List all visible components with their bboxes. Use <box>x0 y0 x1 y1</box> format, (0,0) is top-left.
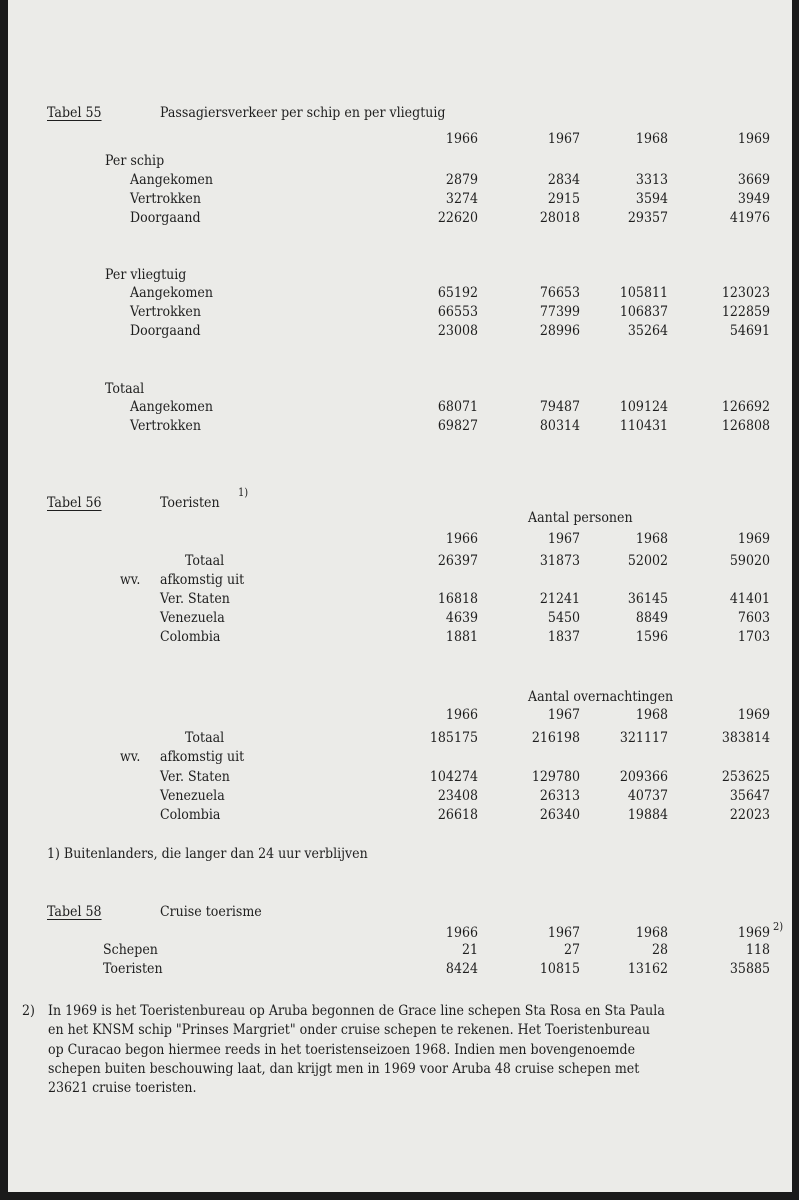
row-label: Aangekomen <box>130 285 213 301</box>
t56-total-value: 59020 <box>729 553 770 569</box>
t55-value: 3949 <box>737 191 770 207</box>
table-title: Passagiersverkeer per schip en per vliegtuig <box>160 105 446 121</box>
t55-value: 2834 <box>547 172 580 188</box>
footnote-marker: 1) <box>238 486 249 499</box>
country-label: Ver. Staten <box>160 769 230 785</box>
group-heading: Totaal <box>105 381 145 397</box>
row-label: Schepen <box>103 942 158 958</box>
t55-value: 22620 <box>437 210 478 226</box>
t56-value: 40737 <box>627 788 668 804</box>
country-label: Venezuela <box>160 788 225 804</box>
t56-total-value: 31873 <box>539 553 580 569</box>
country-label: Venezuela <box>160 610 225 626</box>
t58-value: 13162 <box>627 961 668 977</box>
t55-value: 65192 <box>437 285 478 301</box>
t56-year-1969: 1969 <box>737 707 770 723</box>
t58-value: 8424 <box>445 961 478 977</box>
t56-value: 16818 <box>437 591 478 607</box>
t58-value: 21 <box>461 942 478 958</box>
t55-value: 54691 <box>729 323 770 339</box>
t55-value: 3669 <box>737 172 770 188</box>
t56-year-1967: 1967 <box>547 531 580 547</box>
t56-total-value: 185175 <box>429 730 478 746</box>
t56-total-value: 52002 <box>627 553 668 569</box>
t58-value: 118 <box>745 942 770 958</box>
t58-value: 10815 <box>539 961 580 977</box>
t56-value: 253625 <box>721 769 770 785</box>
t56-year-1968: 1968 <box>635 707 668 723</box>
footnote-marker: 2) <box>773 920 784 933</box>
total-label: Totaal <box>185 553 225 569</box>
section-heading: Aantal personen <box>528 510 633 526</box>
t55-value: 79487 <box>539 399 580 415</box>
t56-year-1969: 1969 <box>737 531 770 547</box>
t58-year-1969: 1969 <box>737 925 770 941</box>
note-line: 23621 cruise toeristen. <box>48 1080 197 1097</box>
t56-value: 1703 <box>737 629 770 645</box>
t55-year-1968: 1968 <box>635 131 668 147</box>
t56-value: 35647 <box>729 788 770 804</box>
table-label: Tabel 58 <box>47 904 102 920</box>
note-line: op Curacao begon hiermee reeds in het toeristenseizoen 1968. Indien men bovengenoemde <box>48 1041 636 1058</box>
t56-total-value: 383814 <box>721 730 770 746</box>
table-title: Toeristen <box>160 495 220 511</box>
wv-label: wv. <box>120 572 141 588</box>
t56-value: 26618 <box>437 807 478 823</box>
t56-value: 41401 <box>729 591 770 607</box>
country-label: Colombia <box>160 629 221 645</box>
t56-value: 1881 <box>445 629 478 645</box>
t56-value: 22023 <box>729 807 770 823</box>
row-label: Doorgaand <box>130 323 201 339</box>
row-label: Vertrokken <box>130 418 201 434</box>
total-label: Totaal <box>185 730 225 746</box>
row-label: Vertrokken <box>130 191 201 207</box>
t55-value: 66553 <box>437 304 478 320</box>
t55-value: 126808 <box>721 418 770 434</box>
t56-value: 26340 <box>539 807 580 823</box>
note-line: In 1969 is het Toeristenbureau op Aruba begonnen de Grace line schepen Sta Rosa en Sta Paula <box>48 1003 665 1019</box>
country-label: Ver. Staten <box>160 591 230 607</box>
t55-value: 28996 <box>539 323 580 339</box>
table-label: Tabel 55 <box>47 105 102 121</box>
note-line: schepen buiten beschouwing laat, dan krijgt men in 1969 voor Aruba 48 cruise schepen met <box>48 1060 640 1077</box>
t55-year-1966: 1966 <box>445 131 478 147</box>
t55-value: 126692 <box>721 399 770 415</box>
t56-year-1967: 1967 <box>547 707 580 723</box>
note-marker: 2) <box>22 1003 35 1019</box>
t56-value: 129780 <box>531 769 580 785</box>
t55-value: 105811 <box>619 285 668 301</box>
origin-label: afkomstig uit <box>160 572 245 588</box>
t55-value: 28018 <box>539 210 580 226</box>
t58-value: 35885 <box>729 961 770 977</box>
t55-value: 69827 <box>437 418 478 434</box>
t56-value: 21241 <box>539 591 580 607</box>
t55-value: 3594 <box>635 191 668 207</box>
group-heading: Per vliegtuig <box>105 267 187 283</box>
t56-value: 7603 <box>737 610 770 626</box>
group-heading: Per schip <box>105 153 165 169</box>
wv-label: wv. <box>120 749 141 765</box>
t55-value: 110431 <box>619 418 668 434</box>
t58-year-1967: 1967 <box>547 925 580 941</box>
t56-value: 104274 <box>429 769 478 785</box>
t56-total-value: 216198 <box>531 730 580 746</box>
t56-value: 1596 <box>635 629 668 645</box>
t55-value: 29357 <box>627 210 668 226</box>
t55-value: 109124 <box>619 399 668 415</box>
t56-value: 19884 <box>627 807 668 823</box>
origin-label: afkomstig uit <box>160 749 245 765</box>
t58-year-1966: 1966 <box>445 925 478 941</box>
t55-value: 76653 <box>539 285 580 301</box>
t56-total-value: 321117 <box>619 730 668 746</box>
t55-value: 77399 <box>539 304 580 320</box>
t55-value: 106837 <box>619 304 668 320</box>
table-label: Tabel 56 <box>47 495 102 511</box>
table-title: Cruise toerisme <box>160 904 262 920</box>
t55-value: 123023 <box>721 285 770 301</box>
t56-value: 26313 <box>539 788 580 804</box>
t55-value: 3313 <box>635 172 668 188</box>
t55-value: 23008 <box>437 323 478 339</box>
t56-value: 5450 <box>547 610 580 626</box>
footnote: 1) Buitenlanders, die langer dan 24 uur verblijven <box>47 846 368 862</box>
document-page <box>8 0 792 1192</box>
t56-value: 4639 <box>445 610 478 626</box>
t55-value: 3274 <box>445 191 478 207</box>
t56-value: 23408 <box>437 788 478 804</box>
row-label: Toeristen <box>103 961 163 977</box>
t56-value: 8849 <box>635 610 668 626</box>
t56-year-1966: 1966 <box>445 531 478 547</box>
t58-value: 28 <box>651 942 668 958</box>
t55-year-1967: 1967 <box>547 131 580 147</box>
t56-value: 1837 <box>547 629 580 645</box>
section-heading: Aantal overnachtingen <box>528 689 674 705</box>
t55-value: 41976 <box>729 210 770 226</box>
country-label: Colombia <box>160 807 221 823</box>
t55-value: 35264 <box>627 323 668 339</box>
t56-year-1966: 1966 <box>445 707 478 723</box>
row-label: Vertrokken <box>130 304 201 320</box>
row-label: Aangekomen <box>130 172 213 188</box>
t55-value: 122859 <box>721 304 770 320</box>
t55-value: 2879 <box>445 172 478 188</box>
row-label: Aangekomen <box>130 399 213 415</box>
row-label: Doorgaand <box>130 210 201 226</box>
t56-year-1968: 1968 <box>635 531 668 547</box>
t58-value: 27 <box>563 942 580 958</box>
note-line: en het KNSM schip "Prinses Margriet" onder cruise schepen te rekenen. Het Toeristenbureau <box>48 1022 651 1039</box>
t55-value: 68071 <box>437 399 478 415</box>
t55-value: 80314 <box>539 418 580 434</box>
t55-year-1969: 1969 <box>737 131 770 147</box>
t56-total-value: 26397 <box>437 553 478 569</box>
t56-value: 209366 <box>619 769 668 785</box>
t58-year-1968: 1968 <box>635 925 668 941</box>
t55-value: 2915 <box>547 191 580 207</box>
t56-value: 36145 <box>627 591 668 607</box>
